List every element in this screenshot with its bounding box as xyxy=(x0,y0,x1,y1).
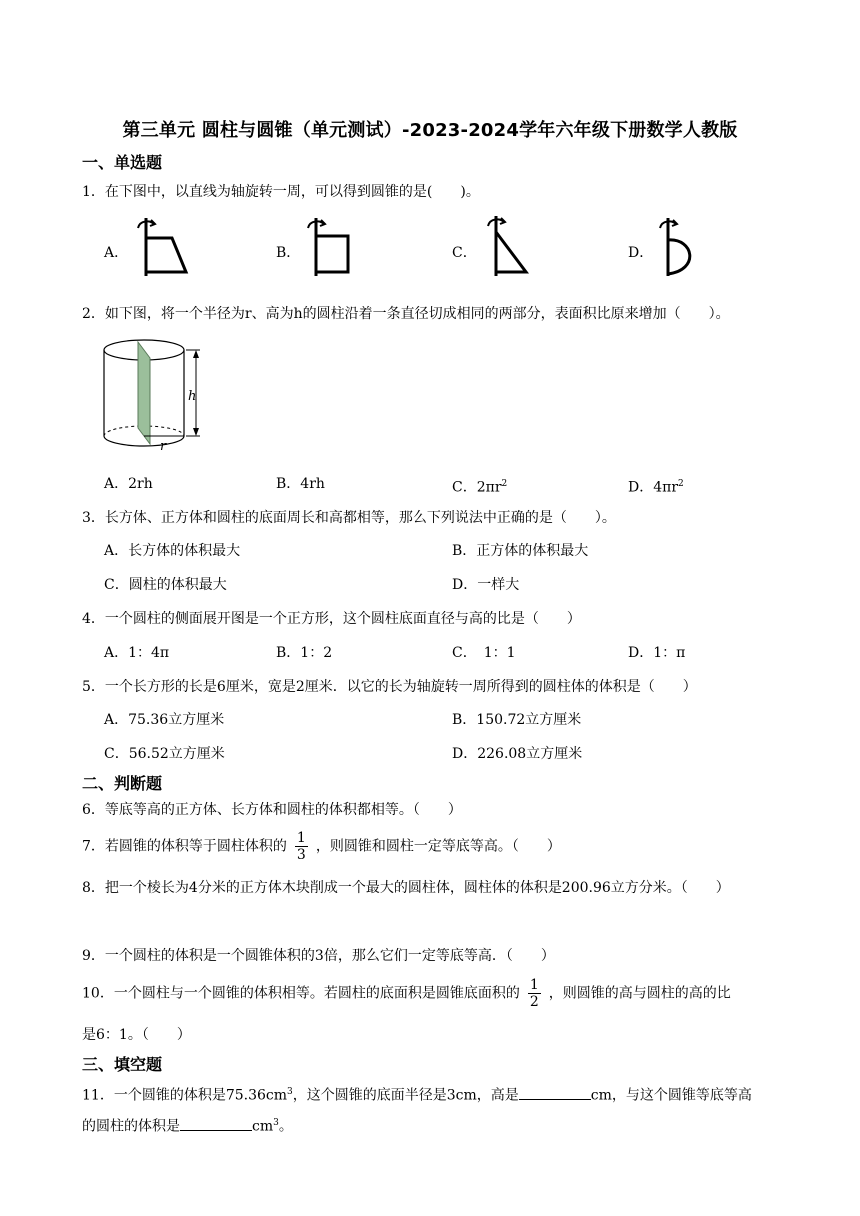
question-11: 11．一个圆锥的体积是$75.36cm^3$，这个圆锥的底面半径是3cm，高是 cm，与这个圆锥等底等高 xyxy=(82,1082,752,1106)
q3-option-d: D．一样大 xyxy=(452,577,520,593)
q1-figure-a xyxy=(126,212,196,282)
q1-option-a: A． xyxy=(104,245,129,261)
section-true-false: 二、判断题 xyxy=(82,774,163,793)
q1-option-b: B． xyxy=(276,245,301,261)
q2-height-label: h xyxy=(188,389,197,404)
question-5: 5．一个长方形的长是6厘米，宽是2厘米．以它的长为轴旋转一周所得到的圆柱体的体积是（ ） xyxy=(82,679,697,695)
section-single-choice: 一、单选题 xyxy=(82,153,163,172)
q1-figure-c xyxy=(476,212,546,282)
question-3: 3．长方体、正方体和圆柱的底面周长和高都相等，那么下列说法中正确的是（ ）。 xyxy=(82,510,616,526)
question-6: 6．等底等高的正方体、长方体和圆柱的体积都相等。（ ） xyxy=(82,802,462,818)
q3-option-c: C．圆柱的体积最大 xyxy=(104,577,227,593)
q11-blank-1[interactable] xyxy=(519,1085,591,1100)
q3-option-b: B．正方体的体积最大 xyxy=(452,543,589,559)
q4-option-d: D．1：π xyxy=(628,645,686,661)
q2-option-a: A．2rh xyxy=(104,476,153,492)
q1-figure-b xyxy=(300,212,370,282)
q5-option-d: D．226.08立方厘米 xyxy=(452,746,583,762)
section-fill-blank: 三、填空题 xyxy=(82,1055,163,1074)
question-2: 2．如下图，将一个半径为r、高为h的圆柱沿着一条直径切成相同的两部分，表面积比原来增加（ ）。 xyxy=(82,306,730,322)
question-4: 4．一个圆柱的侧面展开图是一个正方形，这个圆柱底面直径与高的比是（ ） xyxy=(82,611,581,627)
q2-cylinder-figure xyxy=(100,336,210,456)
question-7: 7．若圆锥的体积等于圆柱体积的 $\frac{1}{3}$ ，则圆锥和圆柱一定等底等高。（ ） xyxy=(82,830,561,863)
question-8: 8．把一个棱长为4分米的正方体木块削成一个最大的圆柱体，圆柱体的体积是200.96立方分米。（ ） xyxy=(82,880,730,896)
q1-option-c: C． xyxy=(452,245,477,261)
q4-option-c: C． 1：1 xyxy=(452,645,516,661)
q2-option-b: B．4rh xyxy=(276,476,325,492)
q2-radius-label: r xyxy=(160,439,167,454)
question-11-line-2: 的圆柱的体积是 $cm^3$。 xyxy=(82,1113,293,1137)
q4-option-b: B．1：2 xyxy=(276,645,333,661)
question-10: 10．一个圆柱与一个圆锥的体积相等。若圆柱的底面积是圆锥底面积的 $\frac{1}{2}$ ，则圆锥的高与圆柱的高的比 xyxy=(82,977,731,1010)
q2-option-d: D．$4\pi r^2$ xyxy=(628,479,684,496)
question-10-line-2: 是6：1。（ ） xyxy=(82,1027,191,1043)
q2-option-c: C．$2\pi r^2$ xyxy=(452,479,508,496)
q5-option-b: B．150.72立方厘米 xyxy=(452,712,582,728)
q7-fraction: $\frac{1}{3}$ xyxy=(296,830,306,863)
q3-option-a: A．长方体的体积最大 xyxy=(104,543,241,559)
q5-option-a: A．75.36立方厘米 xyxy=(104,712,225,728)
worksheet-title: 第三单元 圆柱与圆锥（单元测试）-2023-2024学年六年级下册数学人教版 xyxy=(122,120,738,141)
q10-fraction: $\frac{1}{2}$ xyxy=(529,977,539,1010)
q11-blank-2[interactable] xyxy=(180,1116,252,1131)
q1-option-d: D． xyxy=(628,245,654,261)
q5-option-c: C．56.52立方厘米 xyxy=(104,746,225,762)
q1-figure-d xyxy=(652,212,722,282)
question-9: 9．一个圆柱的体积是一个圆锥体积的3倍，那么它们一定等底等高．（ ） xyxy=(82,948,555,964)
q4-option-a: A．1：4π xyxy=(104,645,170,661)
question-1: 1．在下图中，以直线为轴旋转一周，可以得到圆锥的是( )。 xyxy=(82,184,480,200)
